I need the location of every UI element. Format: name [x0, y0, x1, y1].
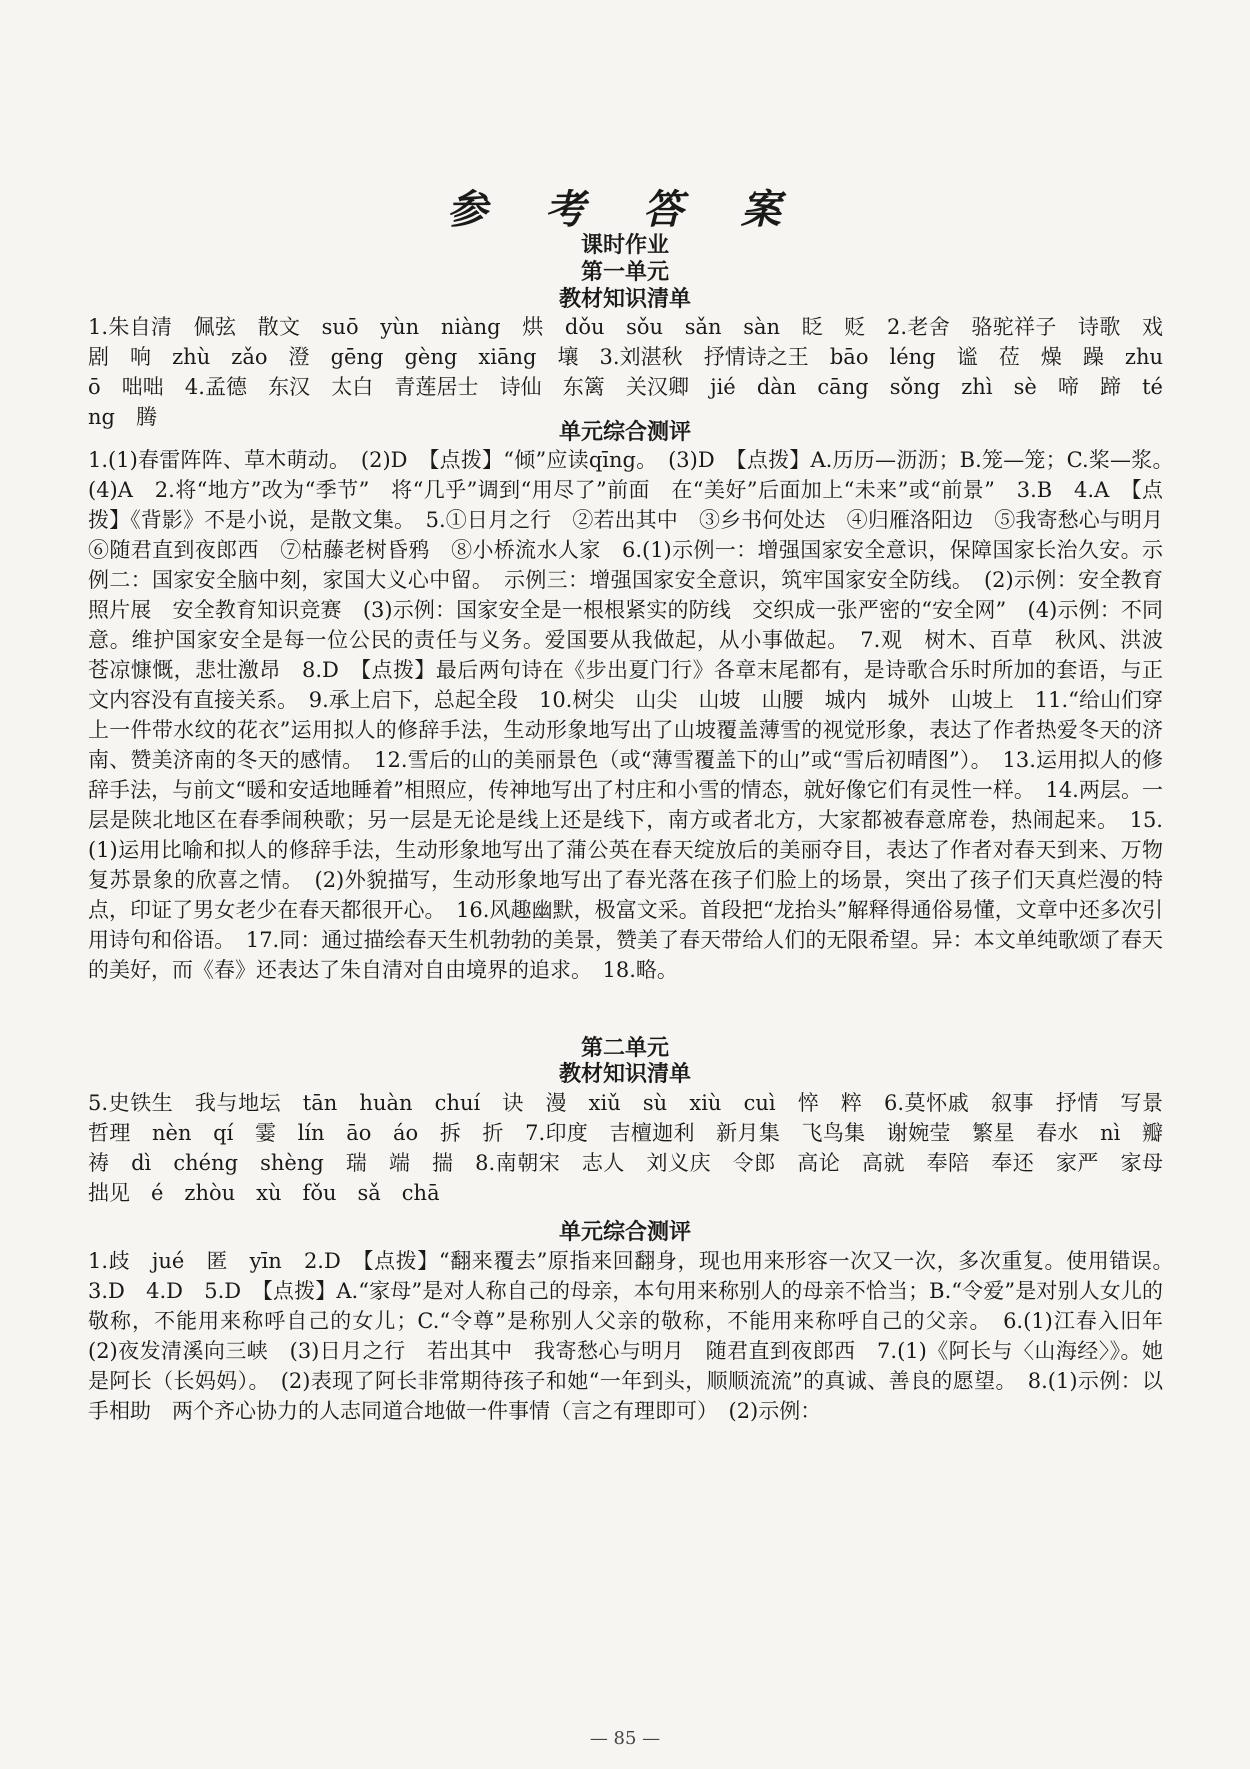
unit2-test-title: 单元综合测评	[558, 1220, 691, 1245]
unit1-test-text: 1.(1)春雷阵阵、草木萌动。 (2)D 【点拨】“倾”应读qīng。 (3)D 【点拨】A.历历—沥沥；B.笼—笼；C.桨—浆。 (4)A 2.将“地方”改为“季节” 将“几乎”调到“用尽了”前面 在“美好”后面加上“未来”或“前景” 3.B 4.A 【点拨】《背影》不是小说，是散文集。 5.①日月之行 ②若出其中 ③乡书何处达 ④归雁洛阳边 ⑤我寄愁心与明月 ⑥随君直到夜郎西 ⑦枯藤老树昏鸦 ⑧小桥流水人家 6.(1)示例一：增强国家安全意识，保障国家长治久安。示例二：国家安全脑中刻，家国大义心中留。 示例三：增强国家安全意识，筑牢国家安全防线。 (2)示例：安全教育照片展 安全教育知识竞赛 (3)示例：国家安全是一根根紧实的防线 交织成一张严密的“安全网” (4)示例：不同意。维护国家安全是每一位公民的责任与义务。爱国要从我做起，从小事做起。 7.观 树木、百草 秋风、洪波 苍凉慷慨，悲壮激昂 8.D 【点拨】最后两句诗在《步出夏门行》各章末尾都有，是诗歌合乐时所加的套语，与正文内容没有直接关系。 9.承上启下，总起全段 10.树尖 山尖 山坡 山腰 城内 城外 山坡上 11.“给山们穿上一件带水纹的花衣”运用拟人的修辞手法，生动形象地写出了山坡覆盖薄雪的视觉形象，表达了作者热爱冬天的济南、赞美济南的冬天的感情。 12.雪后的山的美丽景色（或“薄雪覆盖下的山”或“雪后初晴图”）。 13.运用拟人的修辞手法，与前文“暖和安适地睡着”相照应，传神地写出了村庄和小雪的情态，就好像它们有灵性一样。 14.两层。一层是陕北地区在春季闹秧歌；另一层是无论是线上还是线下，南方或者北方，大家都被春意席卷，热闹起来。 15.(1)运用比喻和拟人的修辞手法，生动形象地写出了蒲公英在春天绽放后的美丽夺目，表达了作者对春天到来、万物复苏景象的欣喜之情。 (2)外貌描写，生动形象地写出了春光落在孩子们脸上的场景，突出了孩子们天真烂漫的特点，印证了男女老少在春天都很开心。 16.风趣幽默，极富文采。首段把“龙抬头”解释得通俗易懂，文章中还多次引用诗句和俗语。 17.同：通过描绘春天生机勃勃的美景，赞美了春天带给人们的无限希望。异：本文单纯歌颂了春天的美好，而《春》还表达了朱自清对自由境界的追求。 18.略。	[88, 448, 1184, 982]
unit2-checklist-text: 5.史铁生 我与地坛 tān huàn chuí 诀 漫 xiǔ sù xiù cuì 悴 粹 6.莫怀戚 叙事 抒情 写景 哲理 nèn qí 霎 lín āo áo 拆 折 7.印度 吉檀迦利 新月集 飞鸟集 谢婉莹 繁星 春水 nì 瓣 祷 dì chéng shèng 瑞 端 揣 8.南朝宋 志人 刘义庆 令郎 高论 高就 奉陪 奉还 家严 家母 拙见 é zhòu xù fǒu sǎ chā	[88, 1091, 1184, 1205]
unit1-test-title: 单元综合测评	[558, 420, 691, 445]
section-title: 课时作业	[580, 233, 669, 258]
unit2-checklist-title: 教材知识清单	[558, 1062, 691, 1087]
page-title: 参 考 答 案	[447, 186, 803, 233]
unit1-title: 第一单元	[580, 260, 669, 285]
unit2-test-text: 1.歧 jué 匿 yīn 2.D 【点拨】“翻来覆去”原指来回翻身，现也用来形容一次又一次，多次重复。使用错误。 3.D 4.D 5.D 【点拨】A.“家母”是对人称自己的母亲，本句用来称别人的母亲不恰当；B.“令爱”是对别人女儿的敬称，不能用来称呼自己的女儿；C.“令尊”是称别人父亲的敬称，不能用来称呼自己的父亲。 6.(1)江春入旧年 (2)夜发清溪向三峡 (3)日月之行 若出其中 我寄愁心与明月 随君直到夜郎西 7.(1)《阿长与〈山海经〉》。她是阿长（长妈妈）。 (2)表现了阿长非常期待孩子和她“一年到头，顺顺流流”的真诚、善良的愿望。 8.(1)示例：以手相助 两个齐心协力的人志同道合地做一件事情（言之有理即可） (2)示例：	[88, 1249, 1184, 1423]
page-number: — 85 —	[589, 1728, 661, 1749]
unit1-checklist-title: 教材知识清单	[558, 287, 691, 312]
unit2-title: 第二单元	[580, 1036, 669, 1061]
unit1-checklist-text: 1.朱自清 佩弦 散文 suō yùn niàng 烘 dǒu sǒu sǎn sàn 眨 贬 2.老舍 骆驼祥子 诗歌 戏剧 响 zhù zǎo 澄 gēng gèng xiāng 壤 3.刘湛秋 抒情诗之王 bāo léng 谧 莅 燥 躁 zhuō 咄咄 4.孟德 东汉 太白 青莲居士 诗仙 东篱 关汉卿 jié dàn cāng sǒng zhì sè 啼 蹄 téng 腾	[88, 315, 1163, 429]
